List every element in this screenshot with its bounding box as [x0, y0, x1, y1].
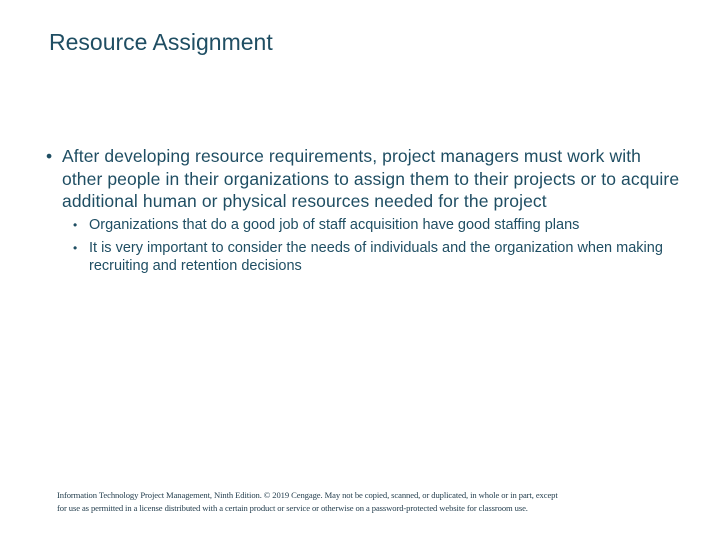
sub-bullet-text: Organizations that do a good job of staff acquisition have good staffing plans	[89, 216, 580, 233]
main-bullet-text: After developing resource requirements, project managers must work with other people in their organizations to assign them to their projects or to acquire additional human or physical resources needed for the project	[62, 146, 680, 211]
sub-bullet	[73, 239, 686, 275]
slide-title: Resource Assignment	[49, 29, 273, 55]
sub-bullet-text: It is very important to consider the needs of individuals and the organization when making recruiting and retention decisions	[89, 239, 663, 274]
sub-bullet	[73, 216, 686, 234]
bullet-icon: •	[73, 217, 78, 232]
slide-content	[46, 145, 686, 280]
footer-line: Information Technology Project Management, Ninth Edition. © 2019 Cengage. May not be copied, scanned, or duplicated, in whole or in part, except	[57, 490, 558, 500]
footer-line: for use as permitted in a license distributed with a certain product or service or otherwise on a password-protected website for classroom use.	[57, 503, 528, 513]
bullet-icon: •	[73, 240, 78, 255]
sub-bullet-list	[73, 216, 686, 275]
bullet-icon: •	[46, 146, 53, 166]
copyright-footer	[57, 489, 677, 515]
main-bullet	[46, 145, 686, 213]
